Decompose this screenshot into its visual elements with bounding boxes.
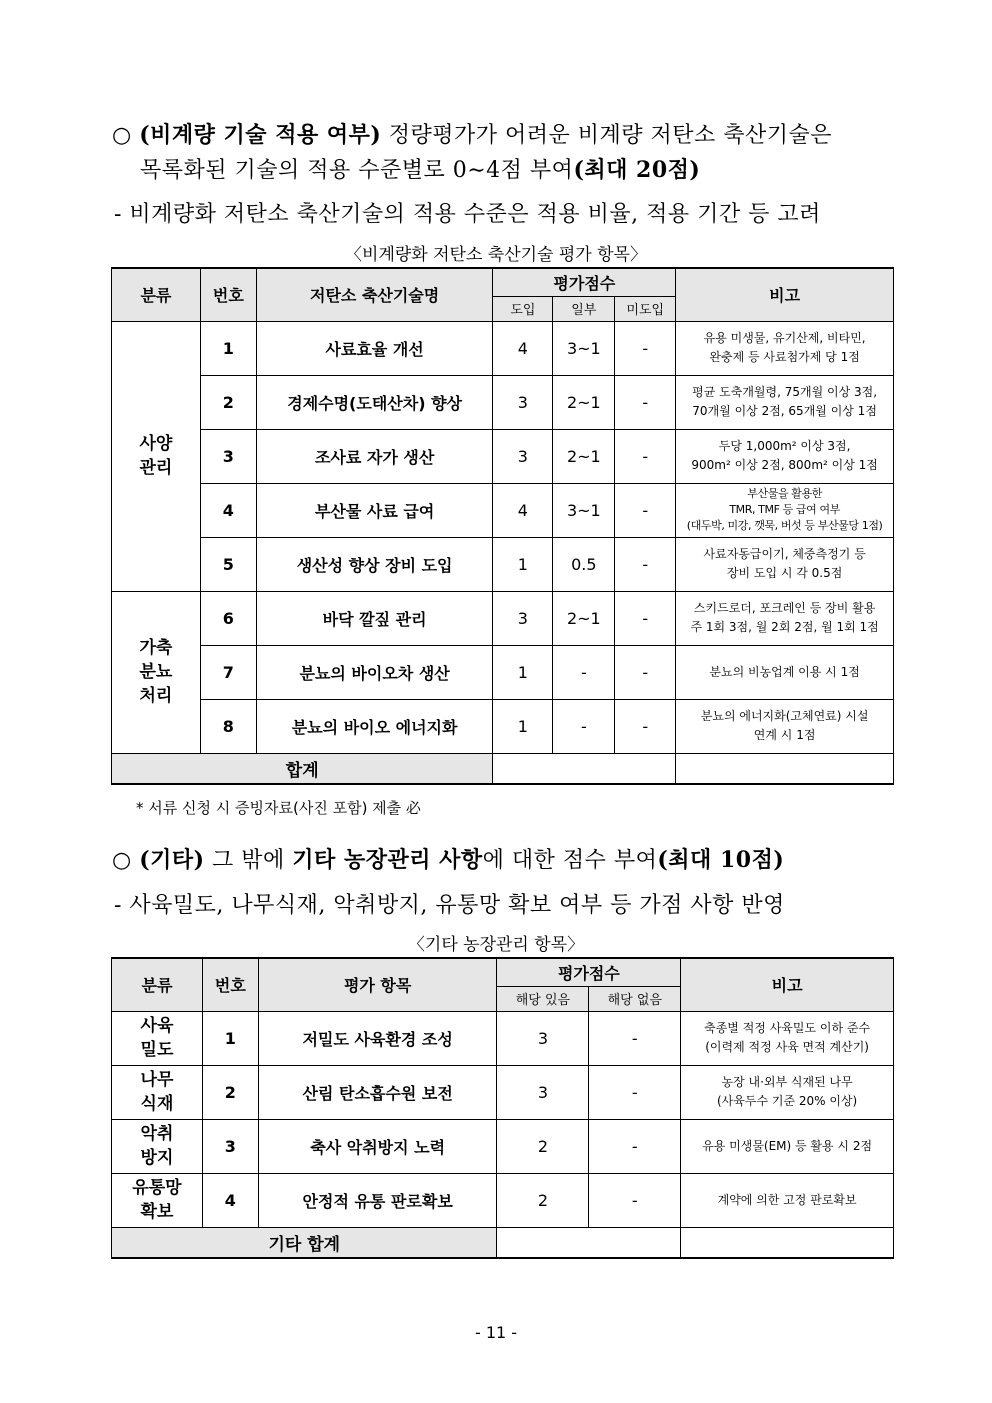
score-adopt: 3 (493, 375, 553, 429)
technology-name: 사료효율 개선 (256, 321, 493, 375)
technology-name: 바닥 깔짚 관리 (256, 591, 493, 645)
score-none: - (615, 375, 676, 429)
score-partial: 0.5 (553, 537, 615, 591)
technology-name: 분뇨의 바이오 에너지화 (256, 699, 493, 753)
category-cell: 사육 밀도 (112, 1011, 203, 1065)
bullet-icon: ○ (112, 123, 132, 148)
table2-total-label: 기타 합계 (112, 1227, 497, 1258)
technology-name: 생산성 향상 장비 도입 (256, 537, 493, 591)
header-partial: 일부 (553, 296, 615, 321)
table-row (112, 1119, 894, 1173)
row-note: 부산물을 활용한 TMR, TMF 등 급여 여부 (대두박, 미강, 깻묵, 버섯 등 부산물당 1점) (676, 483, 894, 537)
table-row (112, 321, 894, 375)
row-number: 7 (200, 645, 256, 699)
table1-footnote: * 서류 신청 시 증빙자료(사진 포함) 제출 必 (136, 799, 421, 817)
row-note: 분뇨의 비농업계 이용 시 1점 (676, 645, 894, 699)
header-number: 번호 (202, 958, 258, 1011)
score-partial: 2~1 (553, 429, 615, 483)
score-yes: 2 (497, 1173, 589, 1227)
section2-text1: 그 밖에 (204, 848, 293, 873)
category-cell: 가축 분뇨 처리 (112, 591, 201, 753)
bullet-icon: ○ (112, 848, 132, 873)
table-row (112, 1011, 894, 1065)
score-none: - (615, 429, 676, 483)
header-number: 번호 (200, 268, 256, 321)
score-no: - (589, 1065, 681, 1119)
section1-text1: 정량평가가 어려운 비계량 저탄소 축산기술은 (381, 123, 833, 148)
row-note: 축종별 적정 사육밀도 이하 준수 (이력제 적정 사육 면적 계산기) (681, 1011, 894, 1065)
row-note: 계약에 의한 고정 판로확보 (681, 1173, 894, 1227)
row-number: 3 (200, 429, 256, 483)
item-name: 축사 악취방지 노력 (258, 1119, 497, 1173)
table-row (112, 1173, 894, 1227)
score-adopt: 1 (493, 537, 553, 591)
row-number: 4 (200, 483, 256, 537)
table-row (112, 645, 894, 699)
section2-emph1: 기타 농장관리 사항 (292, 847, 483, 873)
section1-text2: 목록화된 기술의 적용 수준별로 0∼4점 부여 (140, 158, 574, 183)
score-adopt: 3 (493, 591, 553, 645)
row-note: 사료자동급이기, 체중측정기 등 장비 도입 시 각 0.5점 (676, 537, 894, 591)
score-adopt: 4 (493, 321, 553, 375)
table-row (112, 375, 894, 429)
row-number: 2 (202, 1065, 258, 1119)
score-partial: 2~1 (553, 375, 615, 429)
table-row (112, 699, 894, 753)
header-no: 해당 없음 (589, 986, 681, 1011)
row-number: 1 (200, 321, 256, 375)
table2 (111, 957, 894, 1259)
score-partial: 2~1 (553, 591, 615, 645)
table2-total-value (497, 1227, 681, 1258)
table-row (112, 1065, 894, 1119)
table1-total-value (493, 753, 676, 784)
row-number: 1 (202, 1011, 258, 1065)
score-yes: 3 (497, 1011, 589, 1065)
score-partial: - (553, 699, 615, 753)
header-none: 미도입 (615, 296, 676, 321)
score-adopt: 1 (493, 645, 553, 699)
score-none: - (615, 645, 676, 699)
score-partial: 3~1 (553, 483, 615, 537)
score-none: - (615, 699, 676, 753)
table-row (112, 429, 894, 483)
row-note: 유용 미생물(EM) 등 활용 시 2점 (681, 1119, 894, 1173)
score-no: - (589, 1011, 681, 1065)
row-number: 3 (202, 1119, 258, 1173)
technology-name: 부산물 사료 급여 (256, 483, 493, 537)
section1-heading: (비계량 기술 적용 여부) (139, 122, 382, 148)
section1-line2 (140, 153, 700, 184)
header-score: 평가점수 (497, 958, 681, 986)
row-note: 평균 도축개월령, 75개월 이상 3점, 70개월 이상 2점, 65개월 이상 1점 (676, 375, 894, 429)
score-yes: 3 (497, 1065, 589, 1119)
header-adopt: 도입 (493, 296, 553, 321)
technology-name: 분뇨의 바이오차 생산 (256, 645, 493, 699)
header-item: 평가 항목 (258, 958, 497, 1011)
section2-heading: (기타) (139, 847, 205, 873)
section2-sub: - 사육밀도, 나무식재, 악취방지, 유통망 확보 여부 등 가점 사항 반영 (114, 893, 785, 918)
score-adopt: 4 (493, 483, 553, 537)
header-yes: 해당 있음 (497, 986, 589, 1011)
score-adopt: 1 (493, 699, 553, 753)
row-note: 분뇨의 에너지화(고체연료) 시설 연계 시 1점 (676, 699, 894, 753)
header-category: 분류 (112, 268, 201, 321)
score-no: - (589, 1173, 681, 1227)
table2-total-note (681, 1227, 894, 1258)
table2-caption: 〈기타 농장관리 항목〉 (407, 935, 585, 955)
item-name: 산림 탄소흡수원 보전 (258, 1065, 497, 1119)
category-cell: 유통망 확보 (112, 1173, 203, 1227)
row-note: 유용 미생물, 유기산제, 비타민, 완충제 등 사료첨가제 당 1점 (676, 321, 894, 375)
row-number: 6 (200, 591, 256, 645)
technology-name: 경제수명(도태산차) 향상 (256, 375, 493, 429)
category-cell: 사양 관리 (112, 321, 201, 591)
technology-name: 조사료 자가 생산 (256, 429, 493, 483)
section1-sub: - 비계량화 저탄소 축산기술의 적용 수준은 적용 비율, 적용 기간 등 고려 (114, 202, 821, 227)
page-number: - 11 - (474, 1323, 518, 1342)
table-row (112, 537, 894, 591)
header-note: 비고 (676, 268, 894, 321)
header-note: 비고 (681, 958, 894, 1011)
score-none: - (615, 483, 676, 537)
row-number: 2 (200, 375, 256, 429)
header-name: 저탄소 축산기술명 (256, 268, 493, 321)
score-adopt: 3 (493, 429, 553, 483)
table1-caption: 〈비계량화 저탄소 축산기술 평가 항목〉 (345, 245, 647, 265)
section1-emph: (최대 20점) (573, 157, 701, 183)
section2-line1 (112, 843, 784, 874)
table1 (111, 267, 894, 785)
table1-total-note (676, 753, 894, 784)
category-cell: 나무 식재 (112, 1065, 203, 1119)
score-none: - (615, 591, 676, 645)
table-row (112, 483, 894, 537)
header-score: 평가점수 (493, 268, 676, 296)
row-note: 두당 1,000m² 이상 3점, 900m² 이상 2점, 800m² 이상 1점 (676, 429, 894, 483)
score-no: - (589, 1119, 681, 1173)
section2-text2: 에 대한 점수 부여 (482, 848, 658, 873)
row-number: 4 (202, 1173, 258, 1227)
score-none: - (615, 537, 676, 591)
table1-total-label: 합계 (112, 753, 493, 784)
header-category: 분류 (112, 958, 203, 1011)
score-partial: 3~1 (553, 321, 615, 375)
item-name: 안정적 유통 판로확보 (258, 1173, 497, 1227)
score-none: - (615, 321, 676, 375)
row-note: 스키드로더, 포크레인 등 장비 활용 주 1회 3점, 월 2회 2점, 월 1회 1점 (676, 591, 894, 645)
item-name: 저밀도 사육환경 조성 (258, 1011, 497, 1065)
table-row (112, 591, 894, 645)
section2-emph2: (최대 10점) (657, 847, 785, 873)
row-note: 농장 내·외부 식재된 나무 (사육두수 기준 20% 이상) (681, 1065, 894, 1119)
score-yes: 2 (497, 1119, 589, 1173)
row-number: 8 (200, 699, 256, 753)
category-cell: 악취 방지 (112, 1119, 203, 1173)
row-number: 5 (200, 537, 256, 591)
score-partial: - (553, 645, 615, 699)
section1-line1 (112, 118, 832, 149)
